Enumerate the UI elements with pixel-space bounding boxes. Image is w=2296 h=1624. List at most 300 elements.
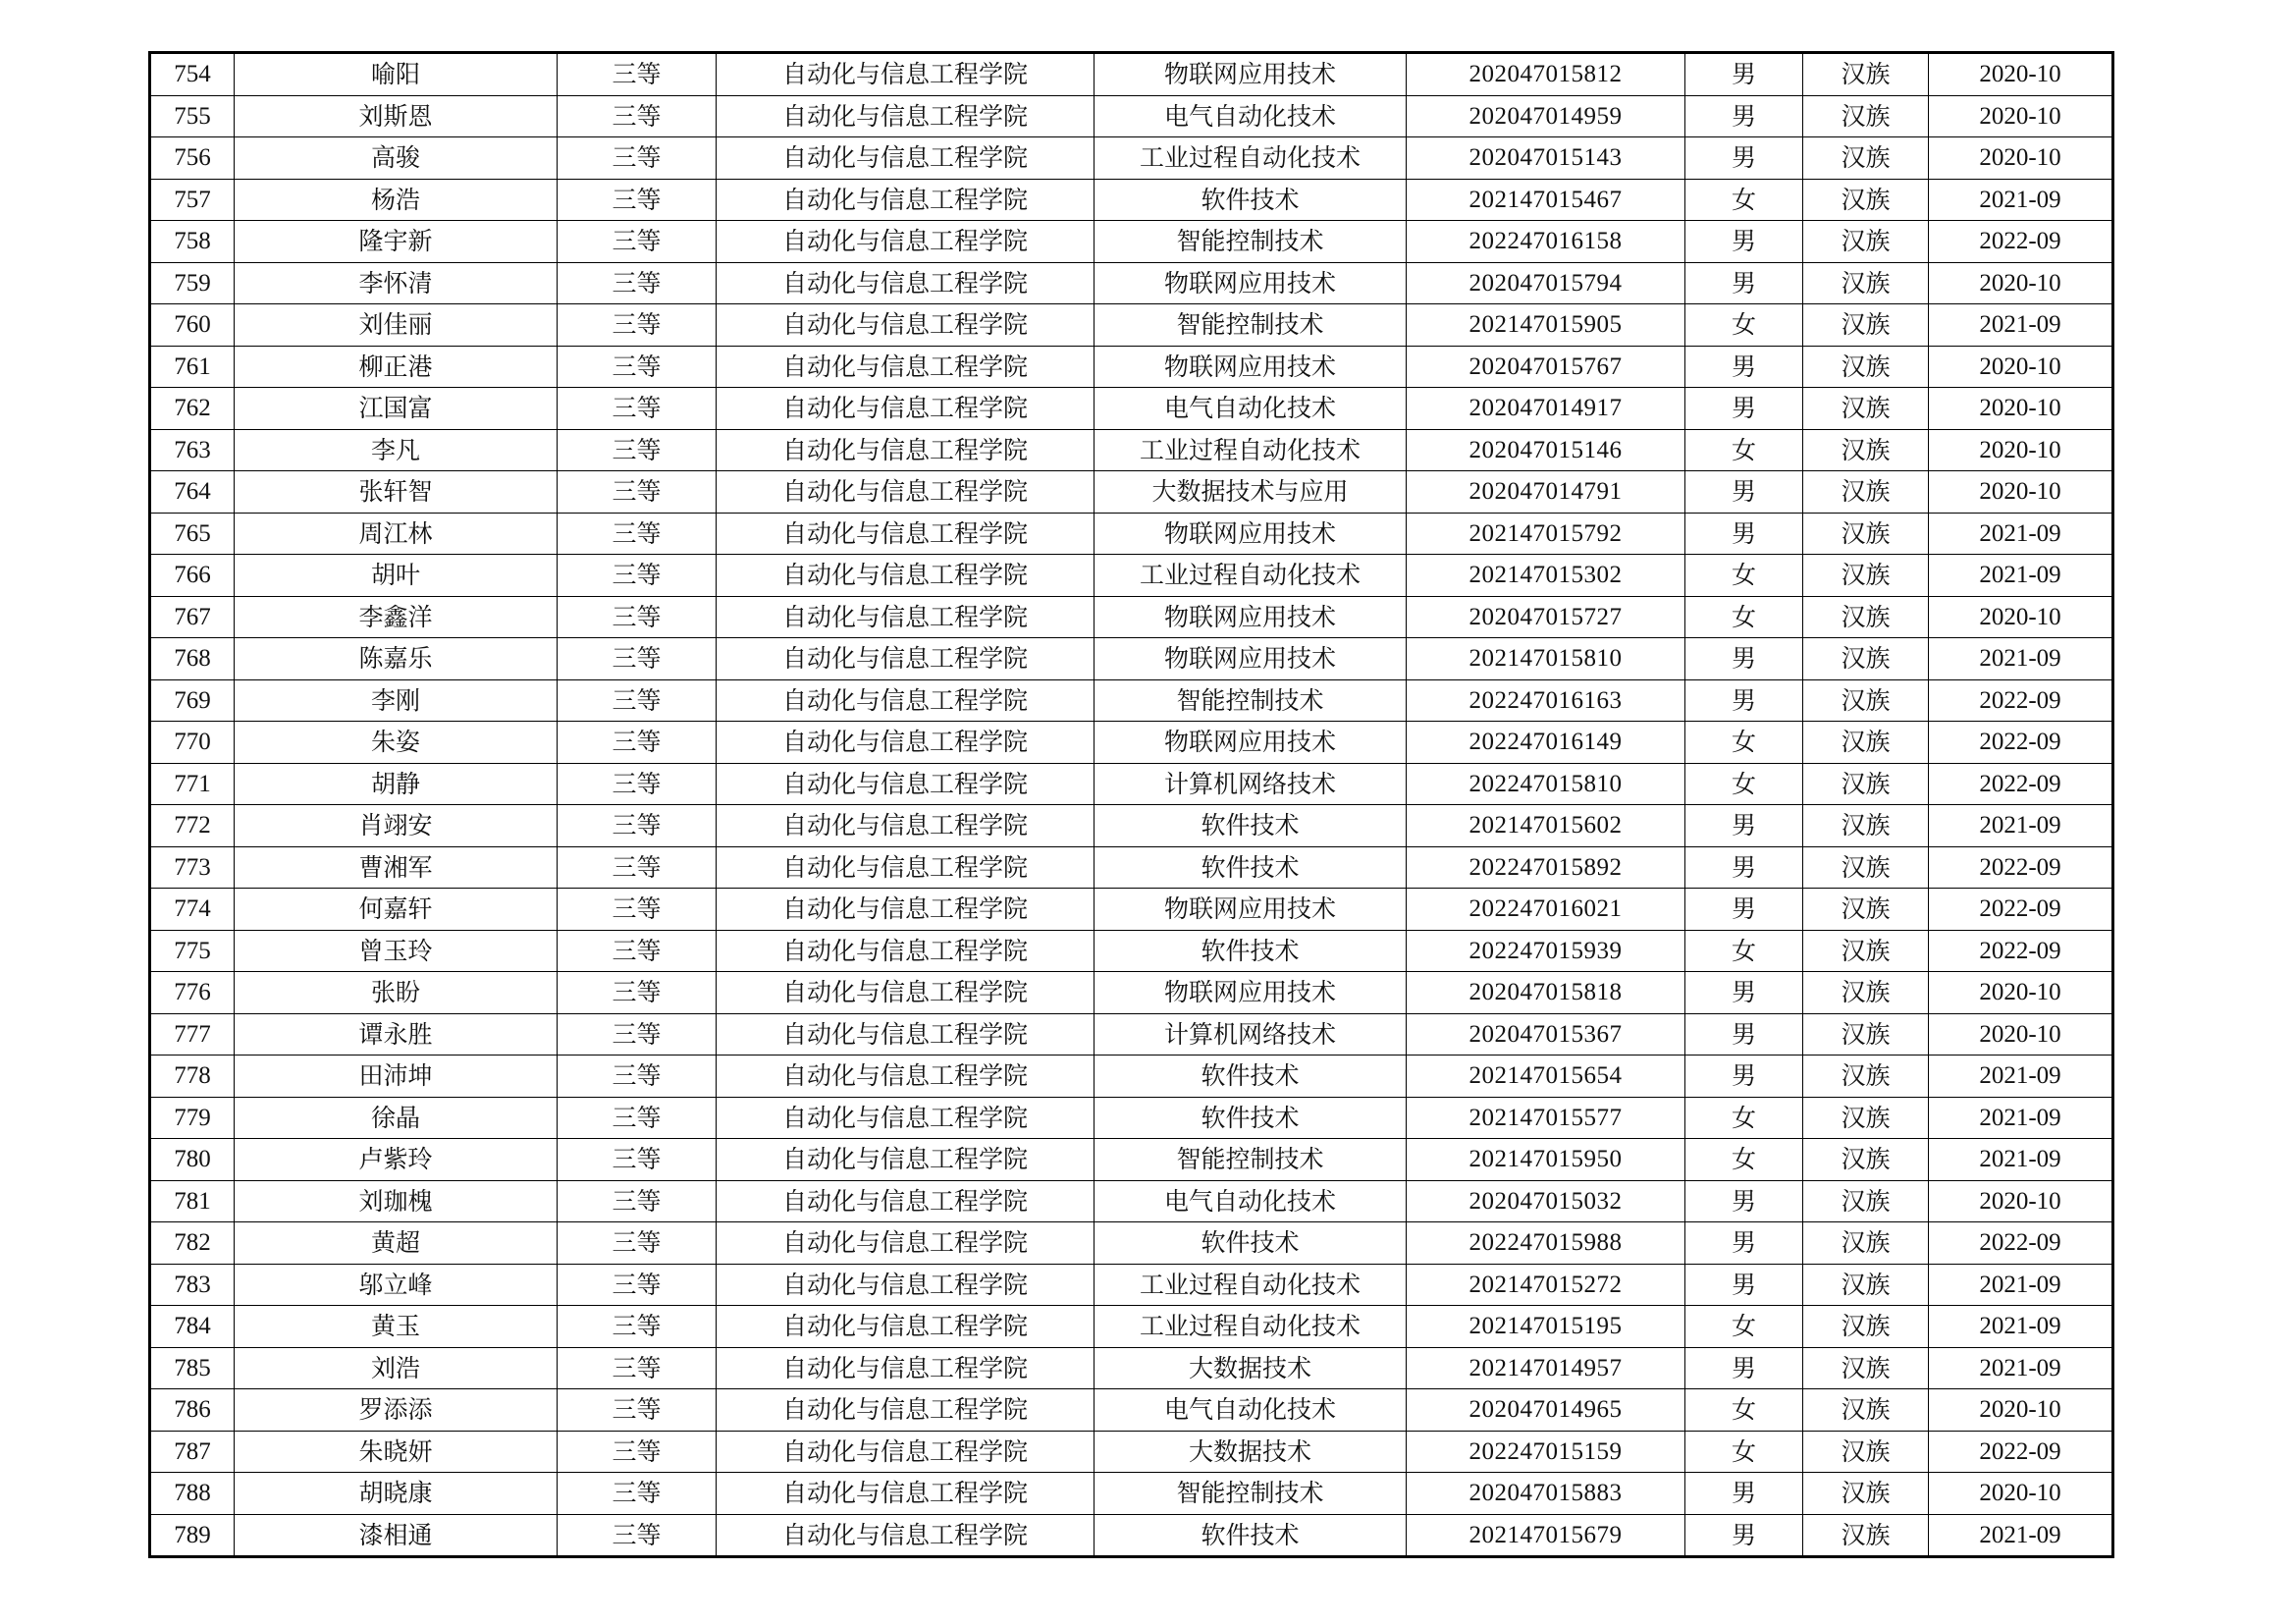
- student-id-cell: 202147015679: [1407, 1514, 1685, 1557]
- major-cell: 软件技术: [1095, 1056, 1407, 1098]
- enrollment-date-cell: 2022-09: [1929, 1222, 2113, 1265]
- ethnicity-cell: 汉族: [1803, 722, 1929, 764]
- student-name-cell: 张轩智: [235, 471, 558, 514]
- major-cell: 智能控制技术: [1095, 304, 1407, 347]
- student-name-cell: 徐晶: [235, 1097, 558, 1139]
- enrollment-date-cell: 2020-10: [1929, 262, 2113, 304]
- student-name-cell: 隆宇新: [235, 221, 558, 263]
- ethnicity-cell: 汉族: [1803, 429, 1929, 471]
- award-level-cell: 三等: [558, 1389, 717, 1432]
- award-level-cell: 三等: [558, 930, 717, 972]
- roster-body: [150, 53, 2113, 1557]
- table-row: [150, 95, 2113, 137]
- row-number-cell: 784: [150, 1306, 235, 1348]
- table-row: [150, 137, 2113, 180]
- enrollment-date-cell: 2021-09: [1929, 513, 2113, 555]
- student-id-cell: 202247016021: [1407, 889, 1685, 931]
- major-cell: 物联网应用技术: [1095, 53, 1407, 96]
- student-name-cell: 李怀清: [235, 262, 558, 304]
- row-number-cell: 773: [150, 846, 235, 889]
- college-cell: 自动化与信息工程学院: [717, 1013, 1095, 1056]
- award-level-cell: 三等: [558, 679, 717, 722]
- award-level-cell: 三等: [558, 388, 717, 430]
- award-level-cell: 三等: [558, 638, 717, 680]
- award-level-cell: 三等: [558, 221, 717, 263]
- ethnicity-cell: 汉族: [1803, 262, 1929, 304]
- ethnicity-cell: 汉族: [1803, 805, 1929, 847]
- major-cell: 物联网应用技术: [1095, 262, 1407, 304]
- major-cell: 物联网应用技术: [1095, 722, 1407, 764]
- row-number-cell: 783: [150, 1264, 235, 1306]
- table-row: [150, 221, 2113, 263]
- student-id-cell: 202247015159: [1407, 1431, 1685, 1473]
- table-row: [150, 388, 2113, 430]
- gender-cell: 女: [1685, 1431, 1803, 1473]
- ethnicity-cell: 汉族: [1803, 1264, 1929, 1306]
- student-id-cell: 202047015812: [1407, 53, 1685, 96]
- ethnicity-cell: 汉族: [1803, 1013, 1929, 1056]
- table-row: [150, 513, 2113, 555]
- row-number-cell: 770: [150, 722, 235, 764]
- college-cell: 自动化与信息工程学院: [717, 1473, 1095, 1515]
- student-name-cell: 高骏: [235, 137, 558, 180]
- table-row: [150, 346, 2113, 388]
- college-cell: 自动化与信息工程学院: [717, 1431, 1095, 1473]
- major-cell: 工业过程自动化技术: [1095, 555, 1407, 597]
- college-cell: 自动化与信息工程学院: [717, 1180, 1095, 1222]
- college-cell: 自动化与信息工程学院: [717, 1264, 1095, 1306]
- gender-cell: 男: [1685, 679, 1803, 722]
- table-row: [150, 1347, 2113, 1389]
- gender-cell: 男: [1685, 137, 1803, 180]
- major-cell: 大数据技术: [1095, 1431, 1407, 1473]
- student-name-cell: 李凡: [235, 429, 558, 471]
- enrollment-date-cell: 2020-10: [1929, 471, 2113, 514]
- table-row: [150, 1222, 2113, 1265]
- ethnicity-cell: 汉族: [1803, 1056, 1929, 1098]
- ethnicity-cell: 汉族: [1803, 930, 1929, 972]
- award-level-cell: 三等: [558, 346, 717, 388]
- ethnicity-cell: 汉族: [1803, 513, 1929, 555]
- row-number-cell: 779: [150, 1097, 235, 1139]
- table-row: [150, 1473, 2113, 1515]
- major-cell: 物联网应用技术: [1095, 972, 1407, 1014]
- student-name-cell: 刘珈槐: [235, 1180, 558, 1222]
- student-id-cell: 202147015272: [1407, 1264, 1685, 1306]
- row-number-cell: 789: [150, 1514, 235, 1557]
- student-id-cell: 202247015939: [1407, 930, 1685, 972]
- enrollment-date-cell: 2020-10: [1929, 596, 2113, 638]
- major-cell: 物联网应用技术: [1095, 346, 1407, 388]
- college-cell: 自动化与信息工程学院: [717, 1097, 1095, 1139]
- table-row: [150, 53, 2113, 96]
- student-id-cell: 202047015818: [1407, 972, 1685, 1014]
- college-cell: 自动化与信息工程学院: [717, 555, 1095, 597]
- gender-cell: 男: [1685, 1514, 1803, 1557]
- ethnicity-cell: 汉族: [1803, 1139, 1929, 1181]
- table-row: [150, 1097, 2113, 1139]
- student-name-cell: 邬立峰: [235, 1264, 558, 1306]
- major-cell: 物联网应用技术: [1095, 889, 1407, 931]
- award-level-cell: 三等: [558, 596, 717, 638]
- major-cell: 物联网应用技术: [1095, 638, 1407, 680]
- enrollment-date-cell: 2022-09: [1929, 930, 2113, 972]
- student-id-cell: 202247016163: [1407, 679, 1685, 722]
- enrollment-date-cell: 2021-09: [1929, 555, 2113, 597]
- gender-cell: 女: [1685, 1306, 1803, 1348]
- student-id-cell: 202247016149: [1407, 722, 1685, 764]
- ethnicity-cell: 汉族: [1803, 889, 1929, 931]
- student-name-cell: 罗添添: [235, 1389, 558, 1432]
- college-cell: 自动化与信息工程学院: [717, 221, 1095, 263]
- major-cell: 计算机网络技术: [1095, 763, 1407, 805]
- college-cell: 自动化与信息工程学院: [717, 889, 1095, 931]
- enrollment-date-cell: 2020-10: [1929, 1180, 2113, 1222]
- student-id-cell: 202047015727: [1407, 596, 1685, 638]
- enrollment-date-cell: 2021-09: [1929, 638, 2113, 680]
- row-number-cell: 765: [150, 513, 235, 555]
- gender-cell: 女: [1685, 763, 1803, 805]
- student-id-cell: 202147015905: [1407, 304, 1685, 347]
- row-number-cell: 763: [150, 429, 235, 471]
- major-cell: 电气自动化技术: [1095, 1180, 1407, 1222]
- gender-cell: 女: [1685, 1139, 1803, 1181]
- major-cell: 智能控制技术: [1095, 1473, 1407, 1515]
- gender-cell: 男: [1685, 262, 1803, 304]
- student-name-cell: 曹湘军: [235, 846, 558, 889]
- major-cell: 物联网应用技术: [1095, 513, 1407, 555]
- college-cell: 自动化与信息工程学院: [717, 471, 1095, 514]
- student-id-cell: 202047015032: [1407, 1180, 1685, 1222]
- enrollment-date-cell: 2020-10: [1929, 137, 2113, 180]
- table-row: [150, 555, 2113, 597]
- college-cell: 自动化与信息工程学院: [717, 388, 1095, 430]
- award-level-cell: 三等: [558, 1097, 717, 1139]
- row-number-cell: 767: [150, 596, 235, 638]
- college-cell: 自动化与信息工程学院: [717, 638, 1095, 680]
- student-id-cell: 202247015892: [1407, 846, 1685, 889]
- college-cell: 自动化与信息工程学院: [717, 513, 1095, 555]
- enrollment-date-cell: 2020-10: [1929, 53, 2113, 96]
- college-cell: 自动化与信息工程学院: [717, 846, 1095, 889]
- student-id-cell: 202147015950: [1407, 1139, 1685, 1181]
- student-id-cell: 202047014917: [1407, 388, 1685, 430]
- ethnicity-cell: 汉族: [1803, 1514, 1929, 1557]
- row-number-cell: 755: [150, 95, 235, 137]
- enrollment-date-cell: 2020-10: [1929, 1013, 2113, 1056]
- gender-cell: 女: [1685, 596, 1803, 638]
- college-cell: 自动化与信息工程学院: [717, 429, 1095, 471]
- student-id-cell: 202147015810: [1407, 638, 1685, 680]
- table-row: [150, 889, 2113, 931]
- ethnicity-cell: 汉族: [1803, 388, 1929, 430]
- gender-cell: 女: [1685, 930, 1803, 972]
- gender-cell: 女: [1685, 1097, 1803, 1139]
- row-number-cell: 758: [150, 221, 235, 263]
- student-name-cell: 刘佳丽: [235, 304, 558, 347]
- college-cell: 自动化与信息工程学院: [717, 262, 1095, 304]
- table-row: [150, 1431, 2113, 1473]
- table-row: [150, 1013, 2113, 1056]
- ethnicity-cell: 汉族: [1803, 179, 1929, 221]
- ethnicity-cell: 汉族: [1803, 1389, 1929, 1432]
- award-level-cell: 三等: [558, 1306, 717, 1348]
- enrollment-date-cell: 2022-09: [1929, 1431, 2113, 1473]
- college-cell: 自动化与信息工程学院: [717, 1222, 1095, 1265]
- ethnicity-cell: 汉族: [1803, 555, 1929, 597]
- enrollment-date-cell: 2021-09: [1929, 1097, 2113, 1139]
- college-cell: 自动化与信息工程学院: [717, 1389, 1095, 1432]
- college-cell: 自动化与信息工程学院: [717, 763, 1095, 805]
- row-number-cell: 772: [150, 805, 235, 847]
- gender-cell: 男: [1685, 388, 1803, 430]
- student-name-cell: 陈嘉乐: [235, 638, 558, 680]
- gender-cell: 男: [1685, 53, 1803, 96]
- college-cell: 自动化与信息工程学院: [717, 679, 1095, 722]
- college-cell: 自动化与信息工程学院: [717, 805, 1095, 847]
- major-cell: 软件技术: [1095, 179, 1407, 221]
- row-number-cell: 754: [150, 53, 235, 96]
- table-row: [150, 930, 2113, 972]
- enrollment-date-cell: 2021-09: [1929, 805, 2113, 847]
- gender-cell: 男: [1685, 1056, 1803, 1098]
- enrollment-date-cell: 2020-10: [1929, 388, 2113, 430]
- enrollment-date-cell: 2022-09: [1929, 763, 2113, 805]
- row-number-cell: 777: [150, 1013, 235, 1056]
- enrollment-date-cell: 2021-09: [1929, 1139, 2113, 1181]
- student-name-cell: 刘斯恩: [235, 95, 558, 137]
- enrollment-date-cell: 2021-09: [1929, 1514, 2113, 1557]
- student-name-cell: 朱晓妍: [235, 1431, 558, 1473]
- table-row: [150, 1180, 2113, 1222]
- row-number-cell: 766: [150, 555, 235, 597]
- student-id-cell: 202147014957: [1407, 1347, 1685, 1389]
- student-name-cell: 肖翊安: [235, 805, 558, 847]
- roster-table: [148, 51, 2114, 1558]
- enrollment-date-cell: 2022-09: [1929, 722, 2113, 764]
- student-name-cell: 田沛坤: [235, 1056, 558, 1098]
- award-level-cell: 三等: [558, 1180, 717, 1222]
- student-name-cell: 卢紫玲: [235, 1139, 558, 1181]
- major-cell: 电气自动化技术: [1095, 95, 1407, 137]
- gender-cell: 男: [1685, 1264, 1803, 1306]
- student-name-cell: 曾玉玲: [235, 930, 558, 972]
- enrollment-date-cell: 2022-09: [1929, 889, 2113, 931]
- student-id-cell: 202147015577: [1407, 1097, 1685, 1139]
- enrollment-date-cell: 2022-09: [1929, 846, 2113, 889]
- ethnicity-cell: 汉族: [1803, 763, 1929, 805]
- gender-cell: 男: [1685, 805, 1803, 847]
- student-name-cell: 杨浩: [235, 179, 558, 221]
- student-id-cell: 202147015602: [1407, 805, 1685, 847]
- row-number-cell: 781: [150, 1180, 235, 1222]
- enrollment-date-cell: 2020-10: [1929, 1389, 2113, 1432]
- gender-cell: 女: [1685, 1389, 1803, 1432]
- gender-cell: 男: [1685, 221, 1803, 263]
- award-level-cell: 三等: [558, 429, 717, 471]
- major-cell: 大数据技术与应用: [1095, 471, 1407, 514]
- major-cell: 电气自动化技术: [1095, 1389, 1407, 1432]
- ethnicity-cell: 汉族: [1803, 972, 1929, 1014]
- student-id-cell: 202147015302: [1407, 555, 1685, 597]
- award-level-cell: 三等: [558, 805, 717, 847]
- student-id-cell: 202047015794: [1407, 262, 1685, 304]
- gender-cell: 男: [1685, 346, 1803, 388]
- student-name-cell: 周江林: [235, 513, 558, 555]
- major-cell: 物联网应用技术: [1095, 596, 1407, 638]
- row-number-cell: 759: [150, 262, 235, 304]
- award-level-cell: 三等: [558, 262, 717, 304]
- award-level-cell: 三等: [558, 53, 717, 96]
- student-id-cell: 202047014959: [1407, 95, 1685, 137]
- enrollment-date-cell: 2022-09: [1929, 221, 2113, 263]
- row-number-cell: 780: [150, 1139, 235, 1181]
- student-name-cell: 胡晓康: [235, 1473, 558, 1515]
- award-level-cell: 三等: [558, 137, 717, 180]
- ethnicity-cell: 汉族: [1803, 679, 1929, 722]
- gender-cell: 女: [1685, 304, 1803, 347]
- student-id-cell: 202147015654: [1407, 1056, 1685, 1098]
- row-number-cell: 788: [150, 1473, 235, 1515]
- college-cell: 自动化与信息工程学院: [717, 1514, 1095, 1557]
- award-level-cell: 三等: [558, 722, 717, 764]
- college-cell: 自动化与信息工程学院: [717, 1139, 1095, 1181]
- row-number-cell: 762: [150, 388, 235, 430]
- ethnicity-cell: 汉族: [1803, 638, 1929, 680]
- gender-cell: 男: [1685, 1222, 1803, 1265]
- table-row: [150, 429, 2113, 471]
- major-cell: 软件技术: [1095, 1097, 1407, 1139]
- college-cell: 自动化与信息工程学院: [717, 1056, 1095, 1098]
- college-cell: 自动化与信息工程学院: [717, 304, 1095, 347]
- college-cell: 自动化与信息工程学院: [717, 930, 1095, 972]
- award-level-cell: 三等: [558, 95, 717, 137]
- student-id-cell: 202047014965: [1407, 1389, 1685, 1432]
- table-row: [150, 638, 2113, 680]
- student-name-cell: 朱姿: [235, 722, 558, 764]
- gender-cell: 女: [1685, 722, 1803, 764]
- gender-cell: 男: [1685, 95, 1803, 137]
- ethnicity-cell: 汉族: [1803, 1347, 1929, 1389]
- enrollment-date-cell: 2022-09: [1929, 679, 2113, 722]
- student-name-cell: 黄超: [235, 1222, 558, 1265]
- major-cell: 智能控制技术: [1095, 221, 1407, 263]
- college-cell: 自动化与信息工程学院: [717, 179, 1095, 221]
- award-level-cell: 三等: [558, 513, 717, 555]
- enrollment-date-cell: 2020-10: [1929, 95, 2113, 137]
- enrollment-date-cell: 2020-10: [1929, 346, 2113, 388]
- table-row: [150, 262, 2113, 304]
- student-id-cell: 202247015810: [1407, 763, 1685, 805]
- gender-cell: 男: [1685, 638, 1803, 680]
- gender-cell: 男: [1685, 889, 1803, 931]
- enrollment-date-cell: 2021-09: [1929, 179, 2113, 221]
- major-cell: 电气自动化技术: [1095, 388, 1407, 430]
- enrollment-date-cell: 2021-09: [1929, 1264, 2113, 1306]
- enrollment-date-cell: 2021-09: [1929, 1056, 2113, 1098]
- award-level-cell: 三等: [558, 972, 717, 1014]
- row-number-cell: 774: [150, 889, 235, 931]
- roster-sheet: [148, 51, 2111, 1558]
- row-number-cell: 764: [150, 471, 235, 514]
- ethnicity-cell: 汉族: [1803, 1431, 1929, 1473]
- student-name-cell: 李鑫洋: [235, 596, 558, 638]
- table-row: [150, 1389, 2113, 1432]
- table-row: [150, 304, 2113, 347]
- gender-cell: 男: [1685, 1013, 1803, 1056]
- ethnicity-cell: 汉族: [1803, 596, 1929, 638]
- student-name-cell: 何嘉轩: [235, 889, 558, 931]
- table-row: [150, 596, 2113, 638]
- major-cell: 软件技术: [1095, 930, 1407, 972]
- row-number-cell: 771: [150, 763, 235, 805]
- ethnicity-cell: 汉族: [1803, 1180, 1929, 1222]
- ethnicity-cell: 汉族: [1803, 137, 1929, 180]
- college-cell: 自动化与信息工程学院: [717, 722, 1095, 764]
- student-name-cell: 柳正港: [235, 346, 558, 388]
- major-cell: 工业过程自动化技术: [1095, 1264, 1407, 1306]
- award-level-cell: 三等: [558, 1347, 717, 1389]
- award-level-cell: 三等: [558, 1139, 717, 1181]
- ethnicity-cell: 汉族: [1803, 846, 1929, 889]
- student-id-cell: 202147015792: [1407, 513, 1685, 555]
- student-id-cell: 202047015143: [1407, 137, 1685, 180]
- student-id-cell: 202247016158: [1407, 221, 1685, 263]
- gender-cell: 男: [1685, 471, 1803, 514]
- major-cell: 工业过程自动化技术: [1095, 1306, 1407, 1348]
- table-row: [150, 846, 2113, 889]
- student-name-cell: 张盼: [235, 972, 558, 1014]
- enrollment-date-cell: 2021-09: [1929, 304, 2113, 347]
- row-number-cell: 769: [150, 679, 235, 722]
- college-cell: 自动化与信息工程学院: [717, 1306, 1095, 1348]
- college-cell: 自动化与信息工程学院: [717, 95, 1095, 137]
- table-row: [150, 1264, 2113, 1306]
- award-level-cell: 三等: [558, 763, 717, 805]
- student-name-cell: 喻阳: [235, 53, 558, 96]
- ethnicity-cell: 汉族: [1803, 1097, 1929, 1139]
- table-row: [150, 179, 2113, 221]
- ethnicity-cell: 汉族: [1803, 1222, 1929, 1265]
- award-level-cell: 三等: [558, 1473, 717, 1515]
- table-row: [150, 1306, 2113, 1348]
- gender-cell: 男: [1685, 1180, 1803, 1222]
- award-level-cell: 三等: [558, 1431, 717, 1473]
- gender-cell: 男: [1685, 972, 1803, 1014]
- college-cell: 自动化与信息工程学院: [717, 346, 1095, 388]
- table-row: [150, 972, 2113, 1014]
- row-number-cell: 778: [150, 1056, 235, 1098]
- major-cell: 工业过程自动化技术: [1095, 137, 1407, 180]
- student-id-cell: 202147015467: [1407, 179, 1685, 221]
- major-cell: 大数据技术: [1095, 1347, 1407, 1389]
- ethnicity-cell: 汉族: [1803, 471, 1929, 514]
- row-number-cell: 785: [150, 1347, 235, 1389]
- major-cell: 软件技术: [1095, 846, 1407, 889]
- enrollment-date-cell: 2020-10: [1929, 972, 2113, 1014]
- student-name-cell: 黄玉: [235, 1306, 558, 1348]
- gender-cell: 男: [1685, 846, 1803, 889]
- award-level-cell: 三等: [558, 1013, 717, 1056]
- award-level-cell: 三等: [558, 889, 717, 931]
- student-name-cell: 谭永胜: [235, 1013, 558, 1056]
- ethnicity-cell: 汉族: [1803, 346, 1929, 388]
- row-number-cell: 776: [150, 972, 235, 1014]
- student-id-cell: 202047015146: [1407, 429, 1685, 471]
- student-name-cell: 李刚: [235, 679, 558, 722]
- table-row: [150, 722, 2113, 764]
- table-row: [150, 763, 2113, 805]
